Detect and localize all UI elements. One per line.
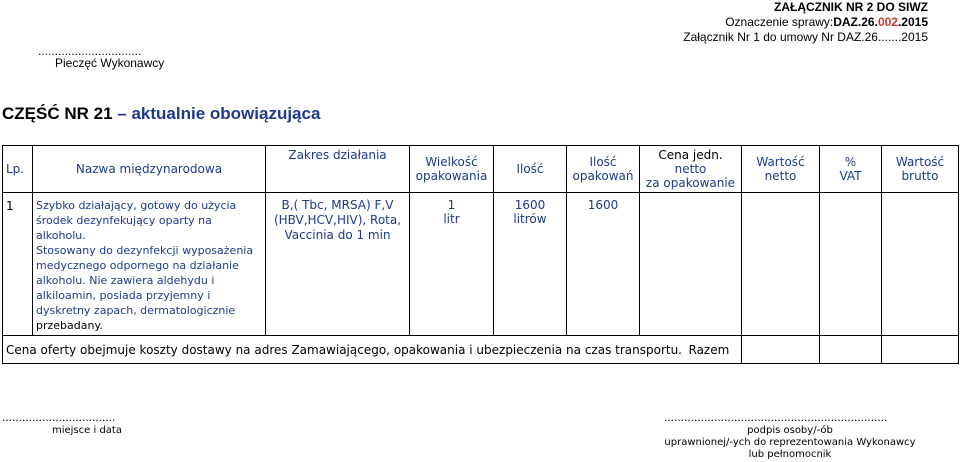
signature-dots: ...................................................................	[664, 410, 888, 424]
case-number: Oznaczenie sprawy:DAZ.26.002.2015	[725, 15, 928, 29]
contract-annex: Załącznik Nr 1 do umowy Nr DAZ.26.......2015	[683, 30, 928, 44]
row-unit-price	[640, 193, 742, 336]
signature-label: podpis osoby/-ób uprawnionej/-ych do reprezentowania Wykonawcy lub pełnomocnik	[664, 425, 916, 460]
row-size: 1 litr	[410, 193, 494, 336]
offer-table	[2, 145, 959, 364]
row-qty: 1600 litrów	[494, 193, 567, 336]
attachment-title: ZAŁĄCZNIK NR 2 DO SIWZ	[774, 0, 928, 14]
row-range: B,( Tbc, MRSA) F,V (HBV,HCV,HIV), Rota, Vaccinia do 1 min	[266, 193, 410, 336]
total-label: Razem	[688, 342, 730, 357]
col-size: Wielkość opakowania	[410, 146, 494, 193]
document-header	[683, 0, 928, 45]
col-vat: % VAT	[820, 146, 882, 193]
row-qty-pack: 1600	[567, 193, 640, 336]
row-vat	[820, 193, 882, 336]
row-net	[742, 193, 820, 336]
total-gross	[882, 336, 959, 364]
col-qty-pack: Ilość opakowań	[567, 146, 640, 193]
col-name: Nazwa międzynarodowa	[33, 146, 266, 193]
header-row	[3, 146, 959, 193]
stamp-dots: ...............................	[38, 44, 142, 58]
row-gross	[882, 193, 959, 336]
footer-note: Cena oferty obejmuje koszty dostawy na adres Zamawiającego, opakowania i ubezpieczenia na czas transportu. Razem	[3, 336, 742, 364]
row-lp: 1	[3, 193, 33, 336]
page-title: CZĘŚĆ NR 21 – aktualnie obowiązująca	[2, 104, 321, 123]
total-vat	[820, 336, 882, 364]
col-range: Zakres działania	[266, 146, 410, 193]
place-date-dots: ..................................	[2, 410, 116, 424]
col-gross: Wartość brutto	[882, 146, 959, 193]
stamp-label: Pieczęć Wykonawcy	[55, 56, 165, 70]
footer-row	[3, 336, 959, 364]
col-qty: Ilość	[494, 146, 567, 193]
row-name: Szybko działający, gotowy do użycia środek dezynfekujący oparty na alkoholu. Stosowany do dezynfekcji wyposażenia medycznego odpornego na działanie alkoholu. Nie zawiera aldehydu i alkiloamin, posiada przyjemny i dyskretny zapach, dermatologicznie przebadany.	[33, 193, 266, 336]
col-net: Wartość netto	[742, 146, 820, 193]
place-date-label: miejsce i data	[52, 425, 122, 436]
table-row	[3, 193, 959, 336]
col-unit-price: Cena jedn. netto za opakowanie	[640, 146, 742, 193]
col-lp: Lp.	[3, 146, 33, 193]
total-net	[742, 336, 820, 364]
